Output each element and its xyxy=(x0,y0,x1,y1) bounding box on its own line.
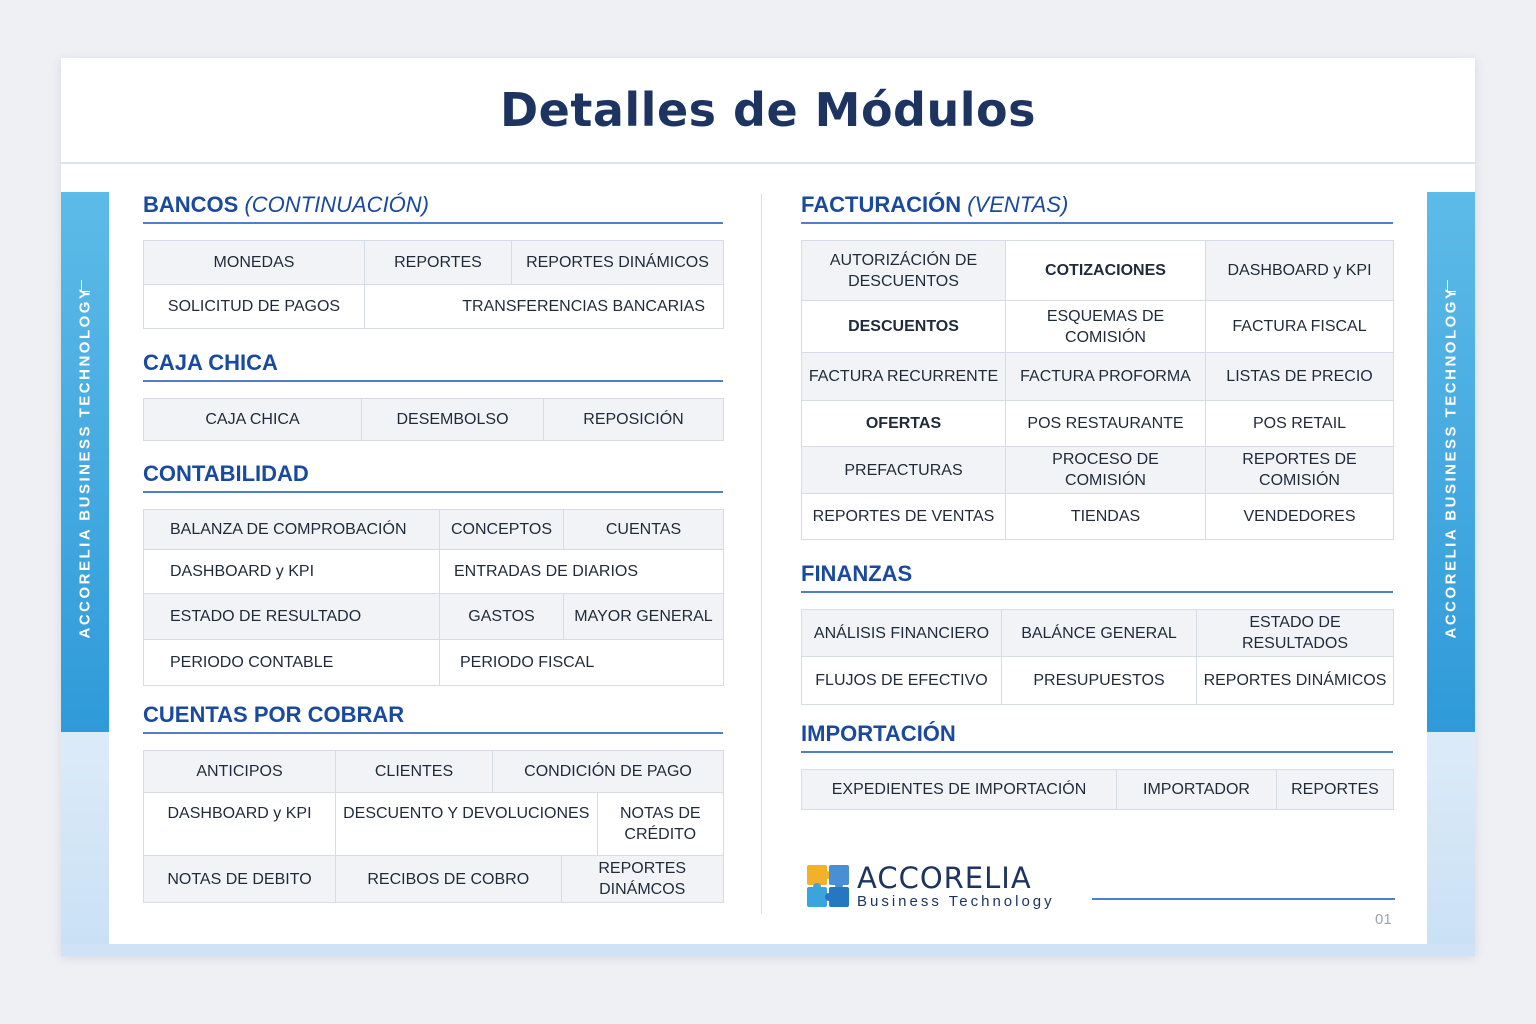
section-bancos xyxy=(143,192,723,329)
section-cuentas-por-cobrar xyxy=(143,702,723,903)
module-cell: PROCESO DE COMISIÓN xyxy=(1006,447,1206,494)
module-cell: FACTURA PROFORMA xyxy=(1006,353,1206,401)
module-cell: PREFACTURAS xyxy=(802,447,1006,494)
module-cell: BALANZA DE COMPROBACIÓN xyxy=(144,510,440,550)
logo-name: ACCORELIA xyxy=(857,861,1032,895)
table-row xyxy=(144,856,724,903)
module-cell: SOLICITUD DE PAGOS xyxy=(144,285,365,329)
module-table xyxy=(801,609,1394,705)
section-heading: FACTURACIÓN (VENTAS) xyxy=(801,192,1393,224)
section-heading: CUENTAS POR COBRAR xyxy=(143,702,723,734)
module-cell: REPOSICIÓN xyxy=(544,399,724,441)
module-cell: PRESUPUESTOS xyxy=(1002,657,1197,705)
module-cell: DESCUENTOS xyxy=(802,301,1006,353)
table-row xyxy=(802,770,1394,810)
module-cell: FLUJOS DE EFECTIVO xyxy=(802,657,1002,705)
table-row xyxy=(802,494,1394,540)
module-cell: NOTAS DE CRÉDITO xyxy=(619,805,701,843)
section-heading: CAJA CHICA xyxy=(143,350,723,382)
module-cell: REPORTES DINÁMICOS xyxy=(1197,657,1394,705)
module-cell: EXPEDIENTES DE IMPORTACIÓN xyxy=(802,770,1117,810)
module-cell: MAYOR GENERAL xyxy=(564,594,724,640)
side-band-left xyxy=(61,192,109,732)
puzzle-logo-icon xyxy=(805,863,853,911)
section-heading: IMPORTACIÓN xyxy=(801,721,1393,753)
module-cell: FACTURA RECURRENTE xyxy=(802,353,1006,401)
table-row xyxy=(802,353,1394,401)
module-cell: CUENTAS xyxy=(564,510,724,550)
table-row xyxy=(802,401,1394,447)
section-finanzas xyxy=(801,561,1393,705)
section-caja-chica xyxy=(143,350,723,441)
module-cell: TRANSFERENCIAS BANCARIAS xyxy=(365,285,724,329)
bottom-band xyxy=(61,944,1475,956)
module-cell: PERIODO CONTABLE xyxy=(144,640,440,686)
module-cell: GASTOS xyxy=(440,594,564,640)
page-number: 01 xyxy=(1375,911,1392,928)
table-row xyxy=(144,285,724,329)
module-cell: TIENDAS xyxy=(1006,494,1206,540)
module-cell: ANÁLISIS FINANCIERO xyxy=(802,610,1002,657)
module-cell: AUTORIZÁCIÓN DE DESCUENTOS xyxy=(802,241,1006,301)
module-table xyxy=(143,240,724,329)
module-cell: MONEDAS xyxy=(144,241,365,285)
table-row xyxy=(802,301,1394,353)
module-cell: COTIZACIONES xyxy=(1006,241,1206,301)
section-heading: BANCOS (CONTINUACIÓN) xyxy=(143,192,723,224)
module-cell: REPORTES xyxy=(1277,770,1394,810)
module-table xyxy=(143,398,724,441)
module-cell: DESCUENTO Y DEVOLUCIONES xyxy=(336,793,597,855)
side-light-left xyxy=(61,732,109,956)
module-cell: ESTADO DE RESULTADO xyxy=(144,594,440,640)
module-cell: OFERTAS xyxy=(802,401,1006,447)
module-cell: NOTAS DE DEBITO xyxy=(144,856,336,903)
module-cell: VENDEDORES xyxy=(1206,494,1394,540)
module-cell: POS RETAIL xyxy=(1206,401,1394,447)
table-row xyxy=(802,241,1394,301)
module-cell: FACTURA FISCAL xyxy=(1206,301,1394,353)
side-light-right xyxy=(1427,732,1475,956)
header xyxy=(61,58,1475,164)
column-divider xyxy=(761,194,762,914)
table-row xyxy=(144,550,724,594)
module-cell: CAJA CHICA xyxy=(144,399,362,441)
section-facturacion xyxy=(801,192,1393,540)
module-cell: REPORTES DINÁMCOS xyxy=(561,856,723,902)
table-row xyxy=(144,640,724,686)
module-cell: ESQUEMAS DE COMISIÓN xyxy=(1006,301,1206,353)
module-cell: REPORTES DE VENTAS xyxy=(802,494,1006,540)
module-cell: REPORTES xyxy=(365,241,512,285)
module-cell: CLIENTES xyxy=(336,751,493,793)
module-table xyxy=(143,509,724,686)
module-cell: RECIBOS DE COBRO xyxy=(336,856,561,902)
table-row xyxy=(144,751,724,793)
section-contabilidad xyxy=(143,461,723,686)
module-cell: CONCEPTOS xyxy=(440,510,564,550)
table-row xyxy=(802,610,1394,657)
footer-rule xyxy=(1092,898,1395,900)
page-title: Detalles de Módulos xyxy=(500,83,1036,137)
side-label-left: ACCORELIA BUSINESS TECHNOLOGY xyxy=(76,286,94,638)
side-band-right xyxy=(1427,192,1475,732)
table-row xyxy=(144,399,724,441)
table-row xyxy=(144,510,724,550)
logo-tagline: Business Technology xyxy=(857,893,1055,910)
table-row xyxy=(144,793,724,856)
module-cell: DESEMBOLSO xyxy=(362,399,544,441)
slide xyxy=(61,58,1475,956)
module-cell: CONDICIÓN DE PAGO xyxy=(493,751,724,793)
table-row xyxy=(802,657,1394,705)
section-importacion xyxy=(801,721,1393,810)
module-cell: REPORTES DINÁMICOS xyxy=(512,241,724,285)
module-cell: POS RESTAURANTE xyxy=(1006,401,1206,447)
module-table xyxy=(801,240,1394,540)
module-cell: ESTADO DE RESULTADOS xyxy=(1197,610,1394,657)
module-cell: ENTRADAS DE DIARIOS xyxy=(440,550,724,594)
table-row xyxy=(144,594,724,640)
section-heading: FINANZAS xyxy=(801,561,1393,593)
table-row xyxy=(802,447,1394,494)
side-label-right: ACCORELIA BUSINESS TECHNOLOGY xyxy=(1442,286,1460,638)
company-logo xyxy=(805,859,1055,915)
module-cell: ANTICIPOS xyxy=(144,751,336,793)
module-cell: DASHBOARD y KPI xyxy=(144,550,440,594)
section-heading: CONTABILIDAD xyxy=(143,461,723,493)
module-cell: REPORTES DE COMISIÓN xyxy=(1206,447,1394,494)
module-cell: DASHBOARD y KPI xyxy=(144,793,336,856)
module-cell: PERIODO FISCAL xyxy=(440,640,724,686)
module-cell: LISTAS DE PRECIO xyxy=(1206,353,1394,401)
module-table xyxy=(801,769,1394,810)
module-cell: BALÁNCE GENERAL xyxy=(1002,610,1197,657)
module-cell: IMPORTADOR xyxy=(1117,770,1277,810)
module-cell: DASHBOARD y KPI xyxy=(1206,241,1394,301)
module-table xyxy=(143,750,724,903)
table-row xyxy=(144,241,724,285)
